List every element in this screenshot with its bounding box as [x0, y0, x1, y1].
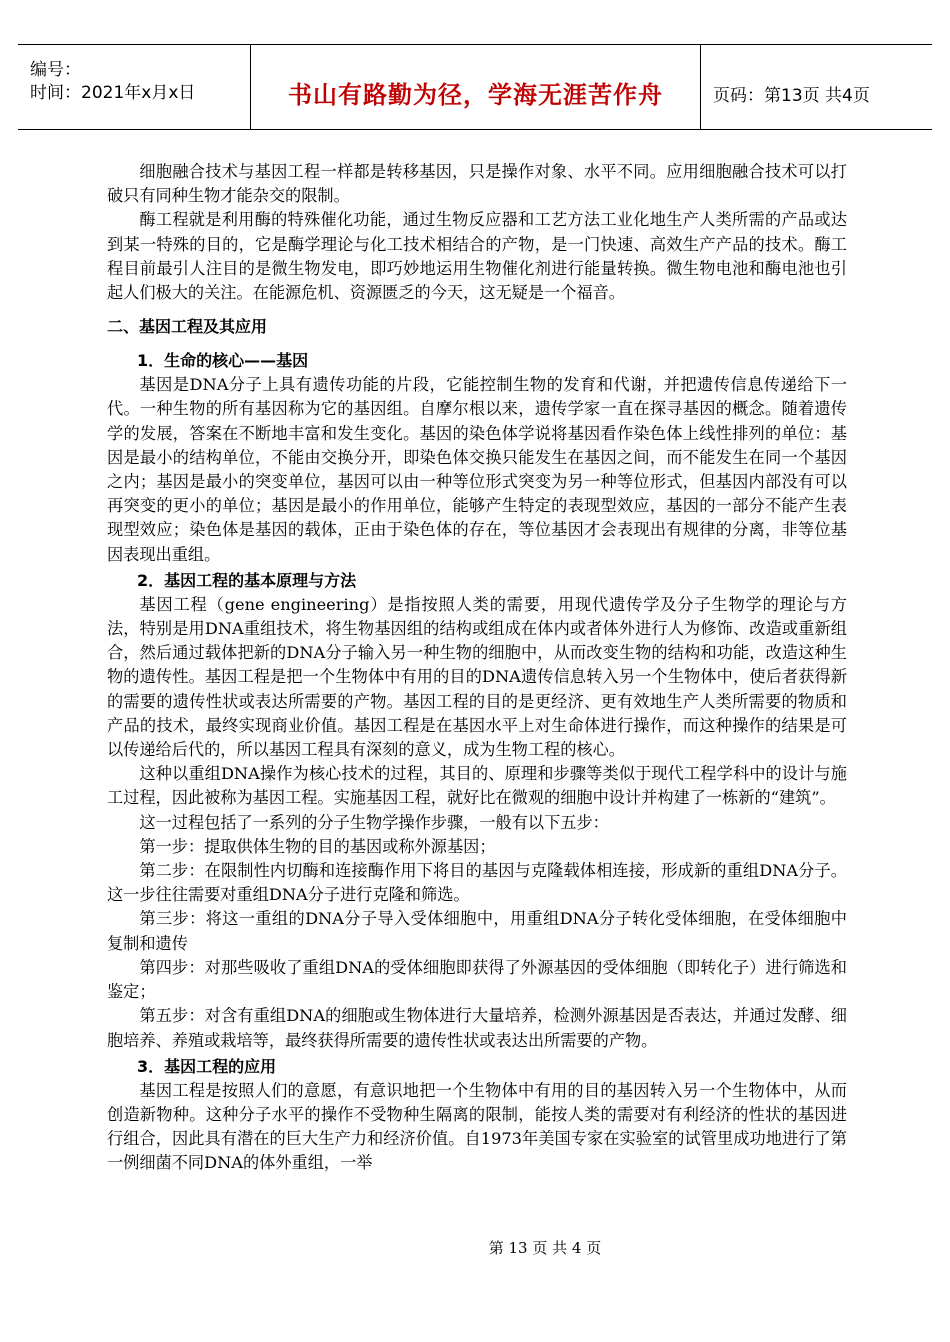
paragraph-enzyme-engineering: 酶工程就是利用酶的特殊催化功能，通过生物反应器和工艺方法工业化地生产人类所需的产品或达到某一特殊的目的，它是酶学理论与化工技术相结合的产物，是一门快速、高效生产产品的技术。酶工程目前最引人注目的是微生物发电，即巧妙地运用生物催化剂进行能量转换。微生物电池和酶电池也引起人们极大的关注。在能源危机、资源匮乏的今天，这无疑是一个福音。 [107, 210, 847, 303]
section-heading: 二、基因工程及其应用 [107, 317, 268, 337]
header-middle-cell [251, 45, 701, 129]
paragraph-applications: 基因工程是按照人们的意愿，有意识地把一个生物体中有用的目的基因转入另一个生物体中，从而创造新物种。这种分子水平的操作不受物种生隔离的限制，能按人类的需要对有利经济的性状的基因进行组合，因此具有潜在的巨大生产力和经济价值。自1973年美国专家在实验室的试管里成功地进行了第一例细菌不同DNA的体外重组，一举 [107, 1080, 847, 1173]
paragraph-step-3: 第三步：将这一重组的DNA分子导入受体细胞中，用重组DNA分子转化受体细胞，在受体细胞中复制和遗传 [107, 909, 847, 953]
paragraph-cell-fusion: 细胞融合技术与基因工程一样都是转移基因，只是操作对象、水平不同。应用细胞融合技术可以打破只有同种生物才能杂交的限制。 [107, 162, 847, 206]
paragraph-step-4: 第四步：对那些吸收了重组DNA的受体细胞即获得了外源基因的受体细胞（即转化子）进行筛选和鉴定； [107, 957, 847, 1002]
paragraph-steps-intro: 这一过程包括了一系列的分子生物学操作步骤，一般有以下五步： [139, 812, 609, 832]
header-left-cell [18, 45, 251, 129]
paragraph-step-2: 第二步：在限制性内切酶和连接酶作用下将目的基因与克隆载体相连接，形成新的重组DNA分子。这一步往往需要对重组DNA分子进行克隆和筛选。 [107, 861, 847, 905]
time-label: 时间：2021年x月x日 [30, 83, 196, 103]
header-page-info: 页码：第13页 共4页 [713, 86, 870, 106]
paragraph-step-5: 第五步：对含有重组DNA的细胞或生物体进行大量培养，检测外源基因是否表达，并通过发酵、细胞培养、养殖或栽培等，最终获得所需要的遗传性状或表达出所需要的产物。 [107, 1006, 847, 1050]
header-right-cell [701, 45, 932, 129]
subsection-heading-1: 1．生命的核心——基因 [137, 351, 309, 371]
paragraph-gene-engineering: 基因工程（gene engineering）是指按照人类的需要，用现代遗传学及分子生物学的理论与方法，特别是用DNA重组技术，将生物基因组的结构或组成在体内或者体外进行人为修饰、改造或重新组合，然后通过载体把新的DNA分子输入另一种生物的细胞中，从而改变生物的结构和功能，改造这种生物的遗传性。基因工程是把一个生物体中有用的目的DNA遗传信息转入另一个生物体中，使后者获得新的需要的遗传性状或表达所需要的产物。基因工程的目的是更经济、更有效地生产人类所需要的物质和产品的技术，最终实现商业价值。基因工程是在基因水平上对生命体进行操作，而这种操作的结果是可以传递给后代的，所以基因工程具有深刻的意义，成为生物工程的核心。 [107, 594, 847, 760]
page-header [18, 44, 932, 130]
paragraph-step-1: 第一步：提取供体生物的目的基因或称外源基因； [139, 836, 496, 856]
subsection-heading-2: 2．基因工程的基本原理与方法 [137, 570, 357, 590]
paragraph-engineering-analogy: 这种以重组DNA操作为核心技术的过程，其目的、原理和步骤等类似于现代工程学科中的设计与施工过程，因此被称为基因工程。实施基因工程，就好比在微观的细胞中设计并构建了一栋新的“建筑”。 [107, 764, 847, 808]
header-motto: 书山有路勤为径，学海无涯苦作舟 [288, 81, 663, 109]
page-footer: 第 13 页 共 4 页 [488, 1239, 602, 1257]
paragraph-gene-definition: 基因是DNA分子上具有遗传功能的片段，它能控制生物的发育和代谢，并把遗传信息传递给下一代。一种生物的所有基因称为它的基因组。自摩尔根以来，遗传学家一直在探寻基因的概念。随着遗传学的发展，答案在不断地丰富和发生变化。基因的染色体学说将基因看作染色体上线性排列的单位：基因是最小的结构单位，不能由交换分开，即染色体交换只能发生在基因之间，而不能发生在同一个基因之内；基因是最小的突变单位，基因可以由一种等位形式突变为另一种等位形式，但基因内部没有可以再突变的更小的单位；基因是最小的作用单位，能够产生特定的表现型效应，基因的一部分不能产生表现型效应；染色体是基因的载体，正由于染色体的存在，等位基因才会表现出有规律的分离，非等位基因表现出重组。 [107, 375, 847, 564]
number-label: 编号： [30, 60, 81, 80]
document-body [107, 160, 847, 1176]
subsection-heading-3: 3．基因工程的应用 [137, 1056, 277, 1076]
